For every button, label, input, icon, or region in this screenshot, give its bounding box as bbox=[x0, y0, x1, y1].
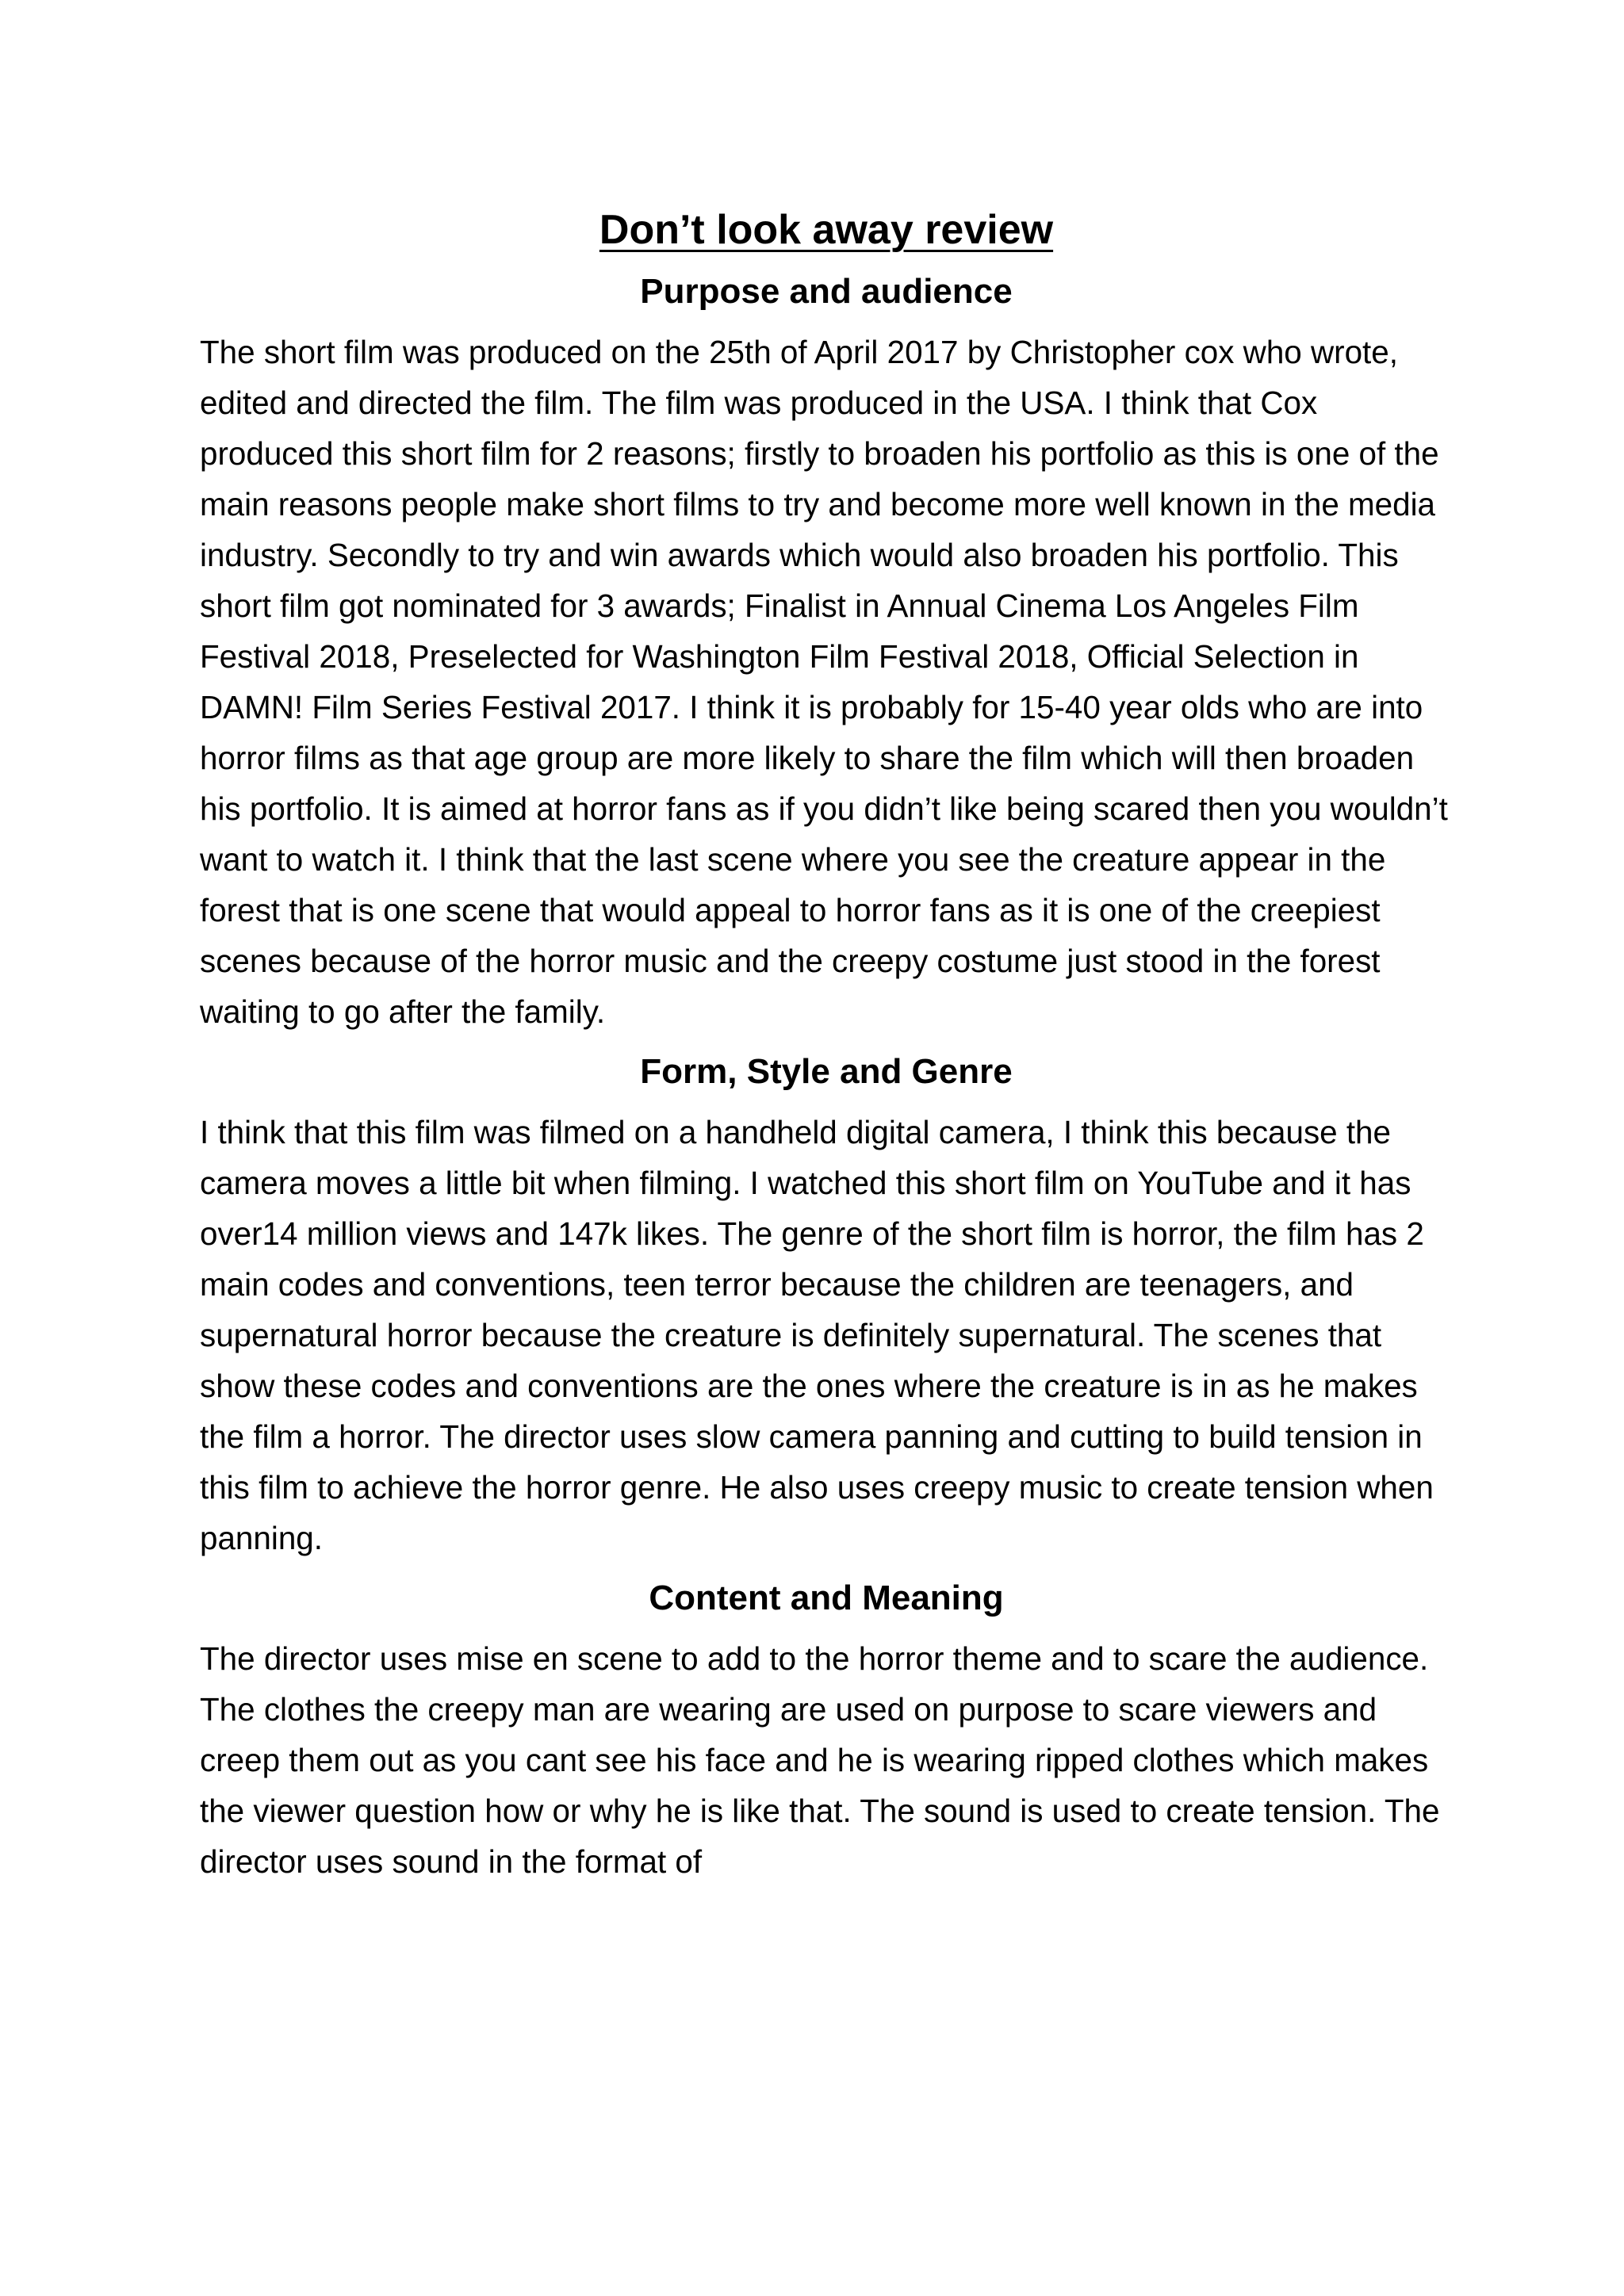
section-body-content-and-meaning: The director uses mise en scene to add to the horror theme and to scare the audience. The clothes the creepy man are wearing are used on purpose to scare viewers and creep them out as you cant see his face and he is wearing ripped clothes which makes the viewer question how or why he is like that. The sound is used to create tension. The director uses sound in the format of bbox=[200, 1640, 1440, 1880]
section-heading-form-style-genre: Form, Style and Genre bbox=[640, 1052, 1013, 1091]
section-heading-content-and-meaning: Content and Meaning bbox=[649, 1578, 1004, 1617]
page-title: Don’t look away review bbox=[599, 207, 1054, 253]
section-heading-purpose-and-audience: Purpose and audience bbox=[640, 272, 1013, 311]
section-body-purpose-and-audience: The short film was produced on the 25th of April 2017 by Christopher cox who wrote, edited and directed the film. The film was produced in the USA. I think that Cox produced this short film for 2 reasons; firstly to broaden his portfolio as this is one of the main reasons people make short films to try and become more well known in the media industry. Secondly to try and win awards which would also broaden his portfolio. This short film got nominated for 3 awards; Finalist in Annual Cinema Los Angeles Film Festival 2018, Preselected for Washington Film Festival 2018, Official Selection in DAMN! Film Series Festival 2017. I think it is probably for 15-40 year olds who are into horror films as that age group are more likely to share the film which will then broaden his portfolio. It is aimed at horror fans as if you didn’t like being scared then you wouldn’t want to watch it. I think that the last scene where you see the creature appear in the forest that is one scene that would appeal to horror fans as it is one of the creepiest scenes because of the horror music and the creepy costume just stood in the forest waiting to go after the family. bbox=[200, 334, 1448, 1030]
document-content bbox=[200, 198, 1453, 1887]
section-body-form-style-genre: I think that this film was filmed on a handheld digital camera, I think this because the camera moves a little bit when filming. I watched this short film on YouTube and it has over14 million views and 147k likes. The genre of the short film is horror, the film has 2 main codes and conventions, teen terror because the children are teenagers, and supernatural horror because the creature is definitely supernatural. The scenes that show these codes and conventions are the ones where the creature is in as he makes the film a horror. The director uses slow camera panning and cutting to build tension in this film to achieve the horror genre. He also uses creepy music to create tension when panning. bbox=[200, 1114, 1434, 1556]
